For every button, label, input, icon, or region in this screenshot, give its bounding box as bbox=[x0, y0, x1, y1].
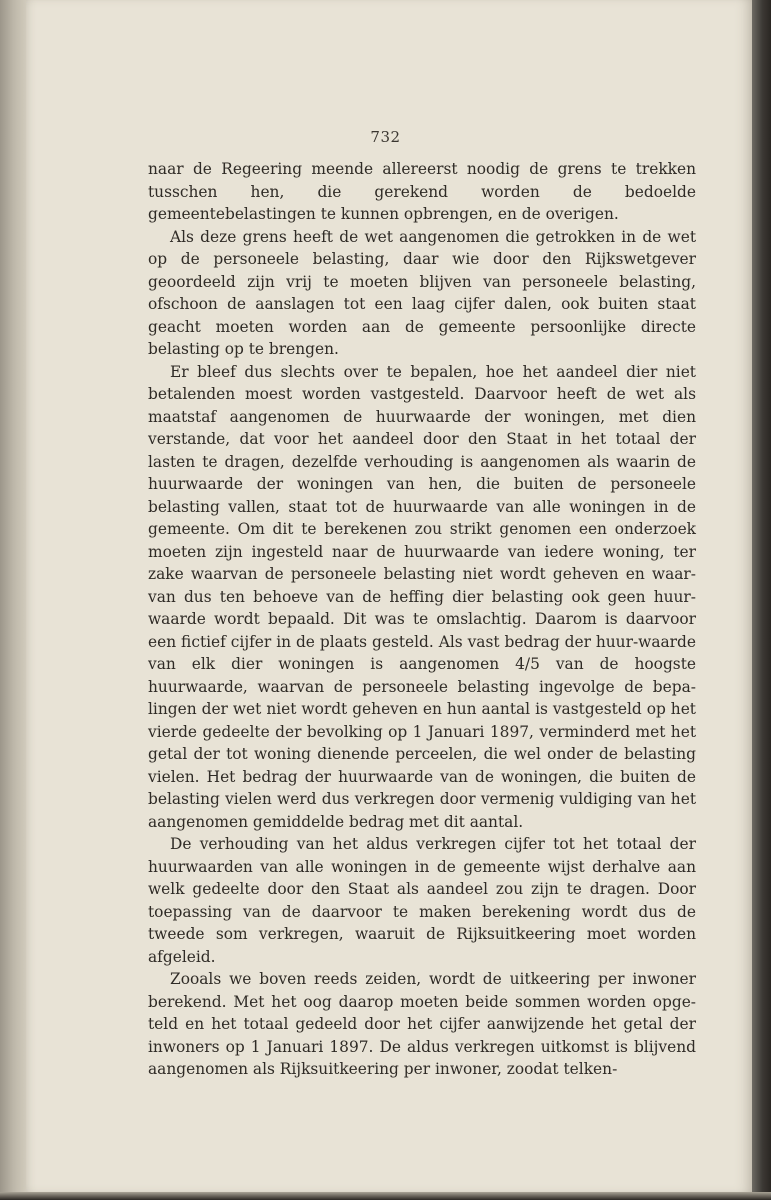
paragraph: Zooals we boven reeds zeiden, wordt de uitkeering per inwoner berekend. Met het oog daarop moeten beide sommen worden opge-teld en het totaal gedeeld door het cijfer aanwijzende het getal der inwoners op 1 Januari 1897. De aldus verkregen uitkomst is blijvend aangenomen als Rijksuitkeering per inwoner, zoodat telken- bbox=[148, 970, 696, 1078]
paragraph: naar de Regeering meende allereerst noodig de grens te trekken tusschen hen, die gerekend worden de bedoelde gemeentebelastingen te kunnen opbrengen, en de overigen. bbox=[148, 160, 696, 223]
paragraph: Als deze grens heeft de wet aangenomen die getrokken in de wet op de personeele belasting, daar wie door den Rijkswetgever geoordeeld zijn vrij te moeten blijven van personeele belasting, ofschoon de aanslagen tot een laag cijfer dalen, ook buiten staat geacht moeten worden aan de gemeente persoonlijke directe belasting op te brengen. bbox=[148, 227, 696, 358]
page-bottom-edge bbox=[0, 1192, 771, 1200]
page-number: 732 bbox=[370, 128, 401, 146]
body-text bbox=[148, 158, 696, 1081]
paragraph: De verhouding van het aldus verkregen cijfer tot het totaal der huurwaarden van alle woningen in de gemeente wijst derhalve aan welk gedeelte door den Staat als aandeel zou zijn te dragen. Door toepassing van de daarvoor te maken berekening wordt dus de tweede som verkregen, waaruit de Rijksuitkeering moet worden afgeleid. bbox=[148, 835, 696, 966]
page-edge-shadow bbox=[752, 0, 771, 1200]
paragraph: Er bleef dus slechts over te bepalen, hoe het aandeel dier niet betalenden moest worden vastgesteld. Daarvoor heeft de wet als maatstaf aangenomen de huurwaarde der woningen, met dien verstande, dat voor het aandeel door den Staat in het totaal der lasten te dragen, dezelfde verhouding is aangenomen als waarin de huurwaarde der woningen van hen, die buiten de personeele belasting vallen, staat tot de huurwaarde van alle woningen in de gemeente. Om dit te berekenen zou strikt genomen een onderzoek moeten zijn ingesteld naar de huurwaarde van iedere woning, ter zake waarvan de personeele belasting niet wordt geheven en waar-van dus ten behoeve van de heffing dier belasting ook geen huur-waarde wordt bepaald. Dit was te omslachtig. Daarom is daarvoor een fictief cijfer in de plaats gesteld. Als vast bedrag der huur-waarde van elk dier woningen is aangenomen 4/5 van de hoogste huurwaarde, waarvan de personeele belasting ingevolge de bepa-lingen der wet niet wordt geheven en hun aantal is vastgesteld op het vierde gedeelte der bevolking op 1 Januari 1897, verminderd met het getal der tot woning dienende perceelen, die wel onder de belasting vielen. Het bedrag der huurwaarde van de woningen, die buiten de belasting vielen werd dus verkregen door vermenig vuldiging van het aangenomen gemiddelde bedrag met dit aantal. bbox=[148, 362, 696, 831]
